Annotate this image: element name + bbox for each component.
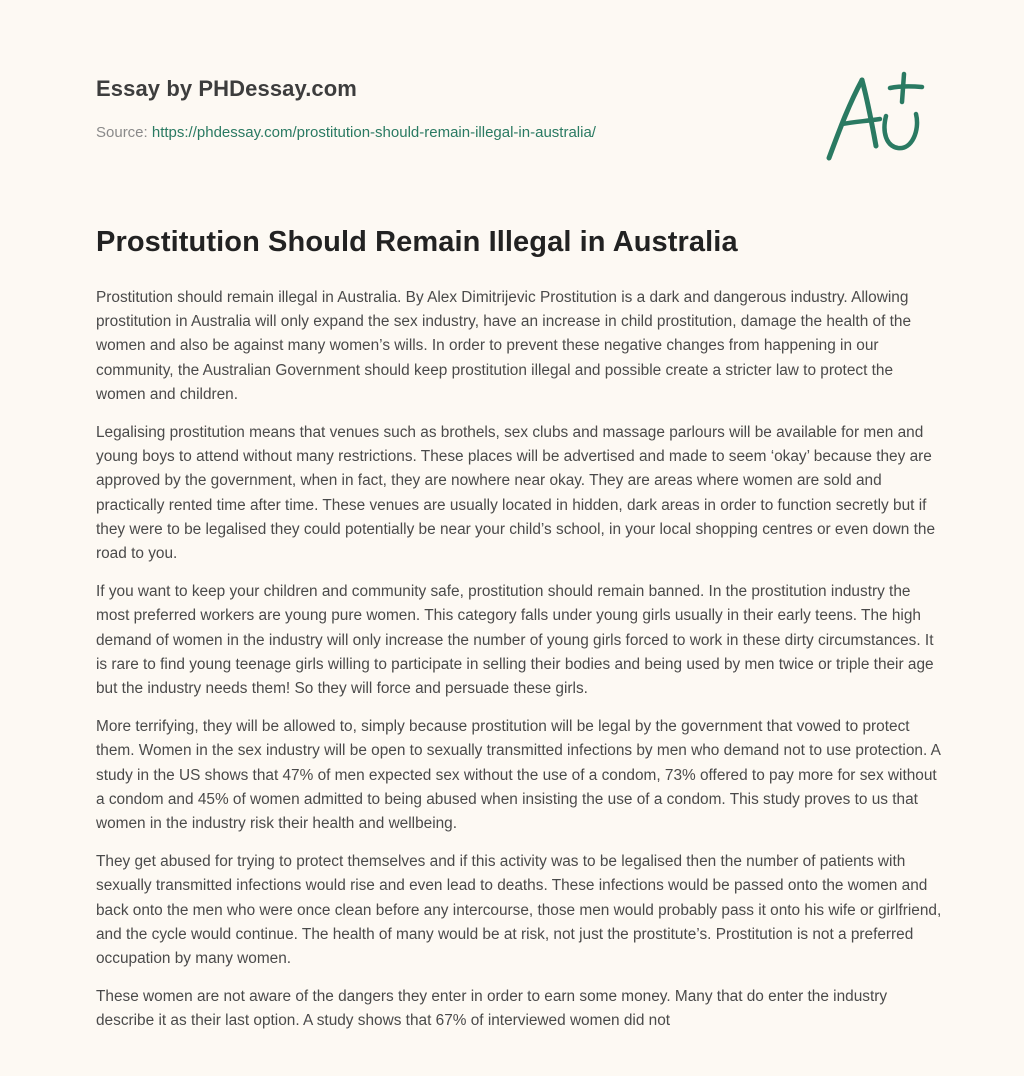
essay-paragraph: They get abused for trying to protect themselves and if this activity was to be legalised then the number of patients with sexually transmitted infections would rise and even lead to deaths. These infections would be passed onto the women and back onto the men who were once clean before any intercourse, those men would probably pass it onto his wife or girlfriend, and the cycle would continue. The health of many would be at risk, not just the prostitute’s. Prostitution is not a preferred occupation by many women. [96,853,942,968]
essay-paragraph: Prostitution should remain illegal in Australia. By Alex Dimitrijevic Prostitution is a dark and dangerous industry. Allowing prostitution in Australia will only expand the sex industry, have an increase in child prostitution, damage the health of the women and also be against many women’s wills. In order to prevent these negative changes from happening in our community, the Australian Government should keep prostitution illegal and possible create a stricter law to protect the women and children. [96,289,912,403]
essay-paragraph: These women are not aware of the dangers they enter in order to earn some money. Many that do enter the industry describe it as their last option. A study shows that 67% of interviewed women did not [96,988,888,1030]
essay-paragraph: If you want to keep your children and community safe, prostitution should remain banned. In the prostitution industry the most preferred workers are young pure women. This category falls under young girls usually in their early teens. The high demand of women in the industry will only increase the number of young girls forced to work in these dirty circumstances. It is rare to find young teenage girls willing to participate in selling their bodies and being used by men twice or triple their age but the industry needs them! So they will force and persuade these girls. [96,583,934,698]
a-plus-logo-icon [820,66,930,166]
source-line [96,124,596,141]
source-label: Source: [96,124,148,141]
site-brand: Essay by PHDessay.com [96,76,357,101]
source-link[interactable]: https://phdessay.com/prostitution-should-remain-illegal-in-australia/ [151,124,596,141]
essay-body [96,286,946,1048]
essay-paragraph: More terrifying, they will be allowed to, simply because prostitution will be legal by the government that vowed to protect them. Women in the sex industry will be open to sexually transmitted infections by men who demand not to use protection. A study in the US shows that 47% of men expected sex without the use of a condom, 73% offered to pay more for sex without a condom and 45% of women admitted to being abused when insisting the use of a condom. This study proves to us that women in the industry risk their health and wellbeing. [96,718,941,833]
essay-title: Prostitution Should Remain Illegal in Australia [96,226,738,258]
essay-paragraph: Legalising prostitution means that venues such as brothels, sex clubs and massage parlours will be available for men and young boys to attend without many restrictions. These places will be advertised and made to seem ‘okay’ because they are approved by the government, when in fact, they are nowhere near okay. They are areas where women are sold and practically rented time after time. These venues are usually located in hidden, dark areas in order to function secretly but if they were to be legalised they could potentially be near your child’s school, in your local shopping centres or even down the road to you. [96,424,936,563]
